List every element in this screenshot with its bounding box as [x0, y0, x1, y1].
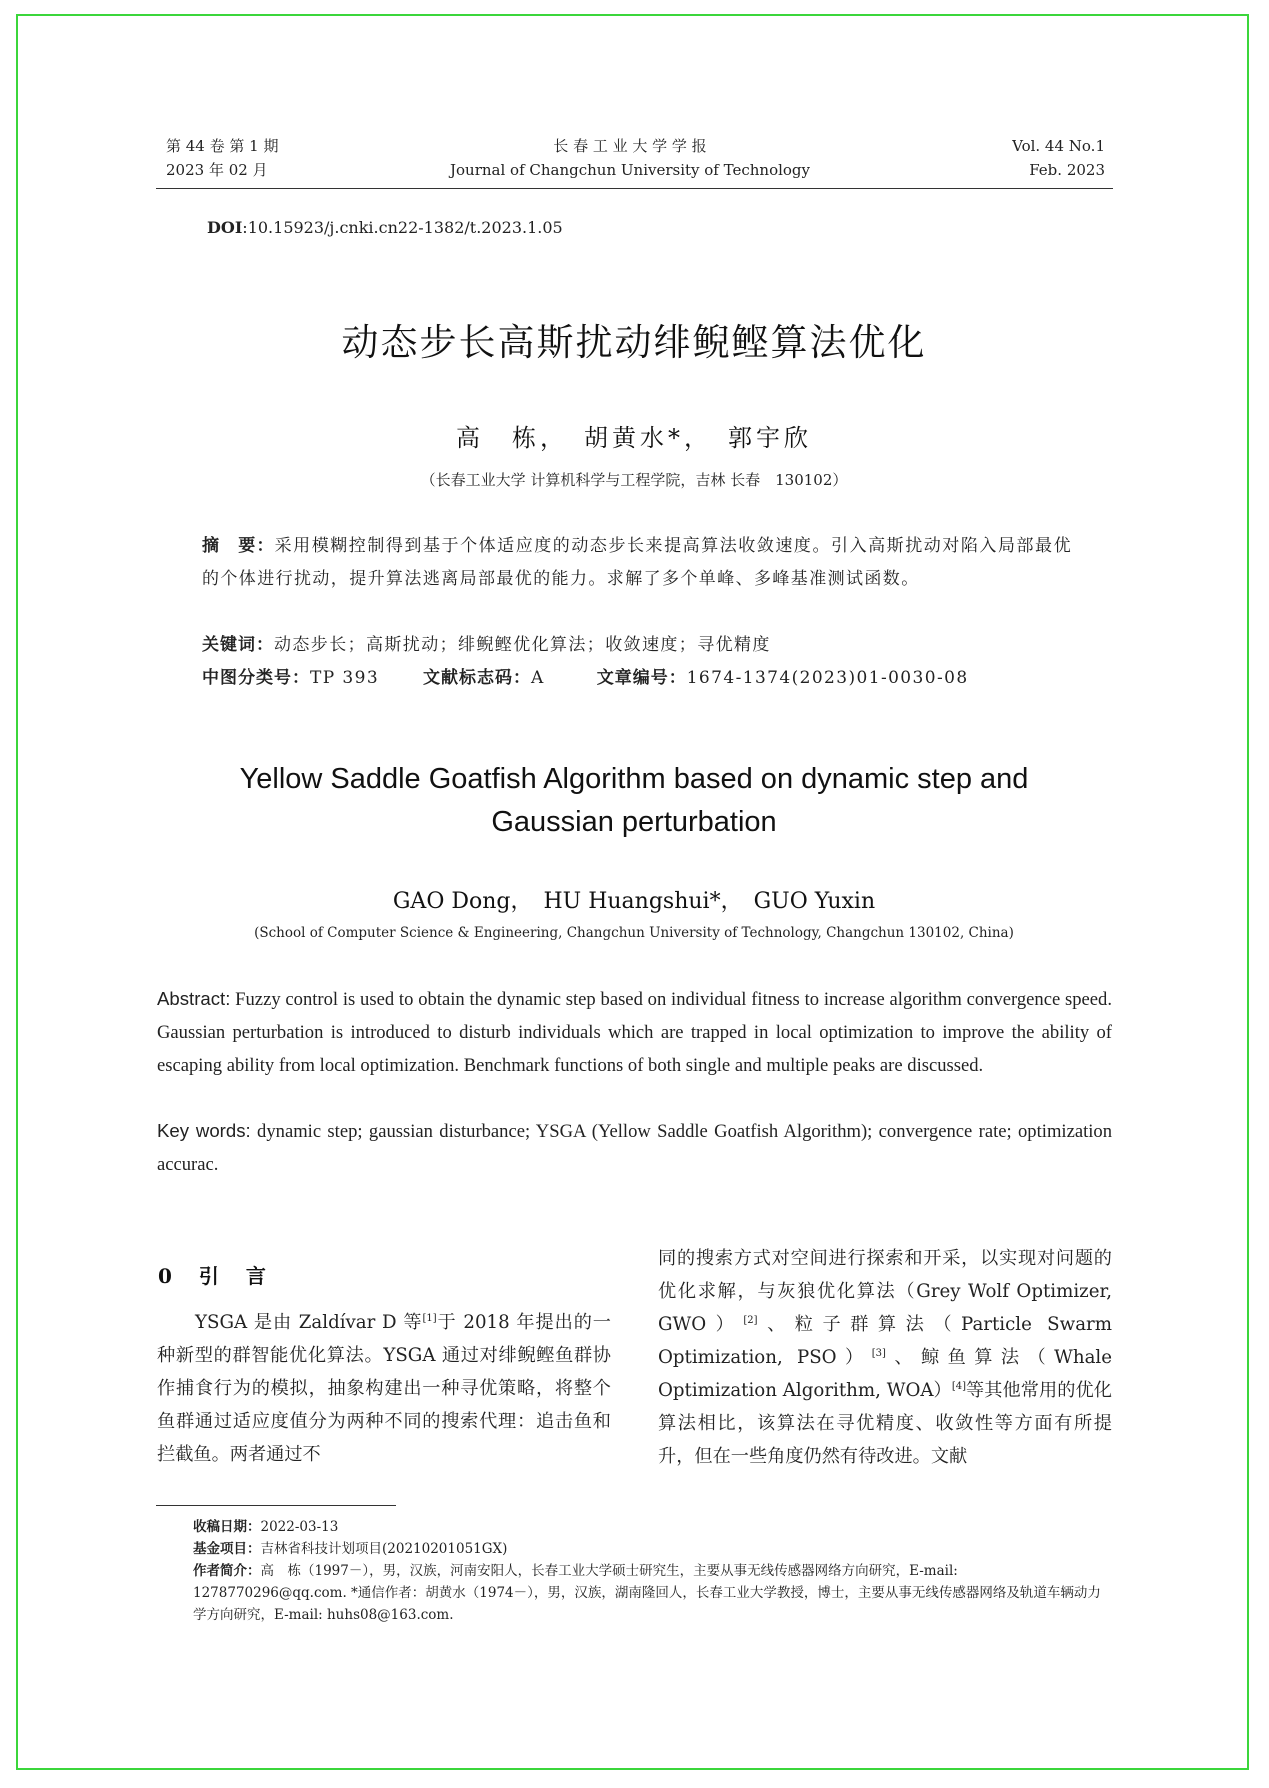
footnote-received [193, 1516, 1113, 1538]
header-date-en: Feb. 2023 [1029, 161, 1105, 179]
citation-ref-2[interactable]: [2] [743, 1314, 758, 1326]
citation-ref-4[interactable]: [4] [951, 1380, 966, 1392]
section-heading-introduction: 0 引 言 [158, 1264, 276, 1288]
affiliation-cn: （长春工业大学 计算机科学与工程学院，吉林 长春 130102） [420, 471, 848, 489]
intro-right-text-b: 、粒子群算法（Particle Swarm Optimization, PSO） [658, 1314, 1112, 1368]
paper-title-en [134, 758, 1134, 844]
keywords-cn-label: 关键词： [202, 635, 274, 655]
intro-right-text-a: 同的搜索方式对空间进行探索和开采，以实现对问题的优化求解，与灰狼优化算法（Grey Wolf Optimizer, GWO） [658, 1248, 1112, 1335]
fund-text: 吉林省科技计划项目(20210201051GX) [260, 1541, 508, 1557]
footnote-fund [193, 1538, 1113, 1560]
header-volume-date [166, 134, 278, 182]
keywords-en-label: Key words: [157, 1120, 251, 1141]
abstract-cn [202, 530, 1072, 596]
header-volume: 第 44 卷 第 1 期 [166, 137, 279, 155]
intro-right-text-d: 等其他常用的优化算法相比，该算法在寻优精度、收敛性等方面有所提升，但在一些角度仍然有待改进。文献 [658, 1380, 1112, 1467]
authors-en: GAO Dong， HU Huangshui*， GUO Yuxin [392, 889, 876, 914]
doc-code-value: A [531, 668, 545, 688]
abstract-cn-label: 摘 要： [202, 536, 275, 556]
clc-label: 中图分类号： [202, 668, 310, 688]
received-date: 2022-03-13 [260, 1519, 339, 1535]
footnote-bio [193, 1560, 1113, 1626]
header-journal-cn: 长 春 工 业 大 学 学 报 [553, 137, 707, 155]
doc-code-label: 文献标志码： [423, 668, 532, 688]
keywords-en-text: dynamic step; gaussian disturbance; YSGA (Yellow Saddle Goatfish Algorithm); convergence rate; optimization accurac. [157, 1121, 1112, 1175]
abstract-en-label: Abstract: [157, 988, 231, 1009]
intro-left-column [157, 1306, 611, 1471]
citation-ref-3[interactable]: [3] [871, 1347, 886, 1359]
intro-left-text-a: YSGA 是由 Zaldívar D 等 [195, 1312, 423, 1333]
paper-title-en-line2: Gaussian perturbation [491, 806, 777, 838]
header-volume-en: Vol. 44 No.1 [1012, 137, 1105, 155]
affiliation-en: (School of Computer Science & Engineering, Changchun University of Technology, Changchun 130102, China) [254, 925, 1014, 941]
bio-text: 高 栋（1997－），男，汉族，河南安阳人，长春工业大学硕士研究生，主要从事无线传感器网络方向研究，E-mail: 1278770296@qq.com. *通信作者：胡黄水（1974－），男，汉族，湖南隆回人，长春工业大学教授，博士，主要从事无线传感器网络及轨道车辆动力学方向研究，E-mail: huhs08@163.com. [193, 1563, 1101, 1623]
article-no-label: 文章编号： [596, 668, 687, 688]
header-journal-en: Journal of Changchun University of Technology [450, 161, 810, 179]
header-vol-en [900, 134, 1105, 182]
keywords-cn [202, 629, 1072, 662]
abstract-en-text: Fuzzy control is used to obtain the dynamic step based on individual fitness to increase algorithm convergence speed. Gaussian perturbation is introduced to disturb individuals which are trapped in local optimization to improve the ability of escaping ability from local optimization. Benchmark functions of both single and multiple peaks are discussed. [157, 989, 1112, 1076]
doi-value: :10.15923/j.cnki.cn22-1382/t.2023.1.05 [242, 218, 563, 237]
article-no-value: 1674-1374(2023)01-0030-08 [686, 668, 969, 688]
intro-right-column [658, 1242, 1112, 1473]
intro-right-text-c: 、鲸鱼算法（Whale Optimization Algorithm, WOA） [658, 1347, 1112, 1401]
intro-left-text-b: 于 2018 年提出的一种新型的群智能优化算法。YSGA 通过对绯鲵鲣鱼群协作捕食行为的模拟，抽象构建出一种寻优策略，将整个鱼群通过适应度值分为两种不同的搜索代理：追击鱼和拦截鱼。两者通过不 [157, 1312, 611, 1465]
abstract-cn-text: 采用模糊控制得到基于个体适应度的动态步长来提高算法收敛速度。引入高斯扰动对陷入局部最优的个体进行扰动，提升算法逃离局部最优的能力。求解了多个单峰、多峰基准测试函数。 [202, 536, 1072, 589]
clc-value: TP 393 [310, 668, 380, 688]
authors-cn: 高 栋， 胡黄水*， 郭宇欣 [456, 424, 812, 452]
doi [207, 218, 563, 237]
classification-line [202, 662, 1072, 695]
doi-label: DOI [207, 218, 243, 237]
keywords-en [157, 1114, 1112, 1181]
paper-title-cn: 动态步长高斯扰动绯鲵鲣算法优化 [341, 321, 927, 364]
footnote-rule [156, 1505, 396, 1506]
bio-label: 作者简介： [193, 1563, 261, 1579]
header-rule [156, 188, 1113, 189]
paper-title-en-line1: Yellow Saddle Goatfish Algorithm based on dynamic step and [239, 763, 1029, 795]
fund-label: 基金项目： [193, 1541, 261, 1557]
header-journal [420, 134, 840, 182]
received-label: 收稿日期： [193, 1519, 261, 1535]
keywords-cn-text: 动态步长；高斯扰动；绯鲵鲣优化算法；收敛速度；寻优精度 [274, 635, 771, 655]
abstract-en [157, 982, 1112, 1082]
citation-ref-1[interactable]: [1] [422, 1312, 437, 1324]
header-date-cn: 2023 年 02 月 [166, 161, 268, 179]
